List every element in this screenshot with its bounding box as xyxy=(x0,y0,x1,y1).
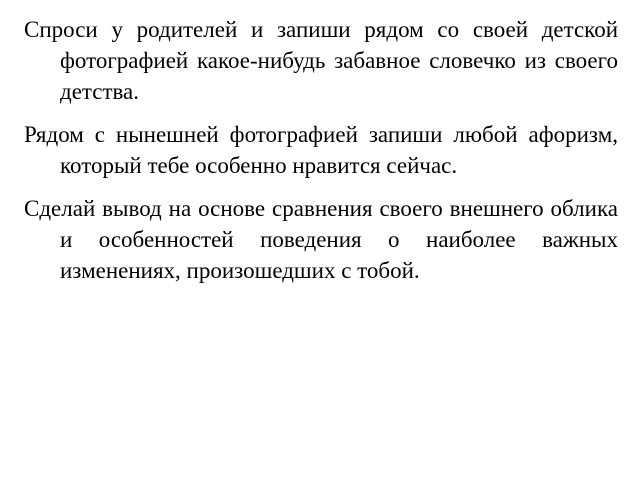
instruction-paragraph-1: Спроси у родителей и запиши рядом со своей детской фотографией какое-нибудь забавное словечко из своего детства. xyxy=(24,17,618,104)
instruction-paragraph-2: Рядом с нынешней фотографией запиши любой афоризм, который тебе особенно нравится сейчас. xyxy=(24,122,618,178)
instruction-paragraph-3: Сделай вывод на основе сравнения своего внешнего облика и особенностей поведения о наиболее важных изменениях, произошедших с тобой. xyxy=(24,196,618,283)
